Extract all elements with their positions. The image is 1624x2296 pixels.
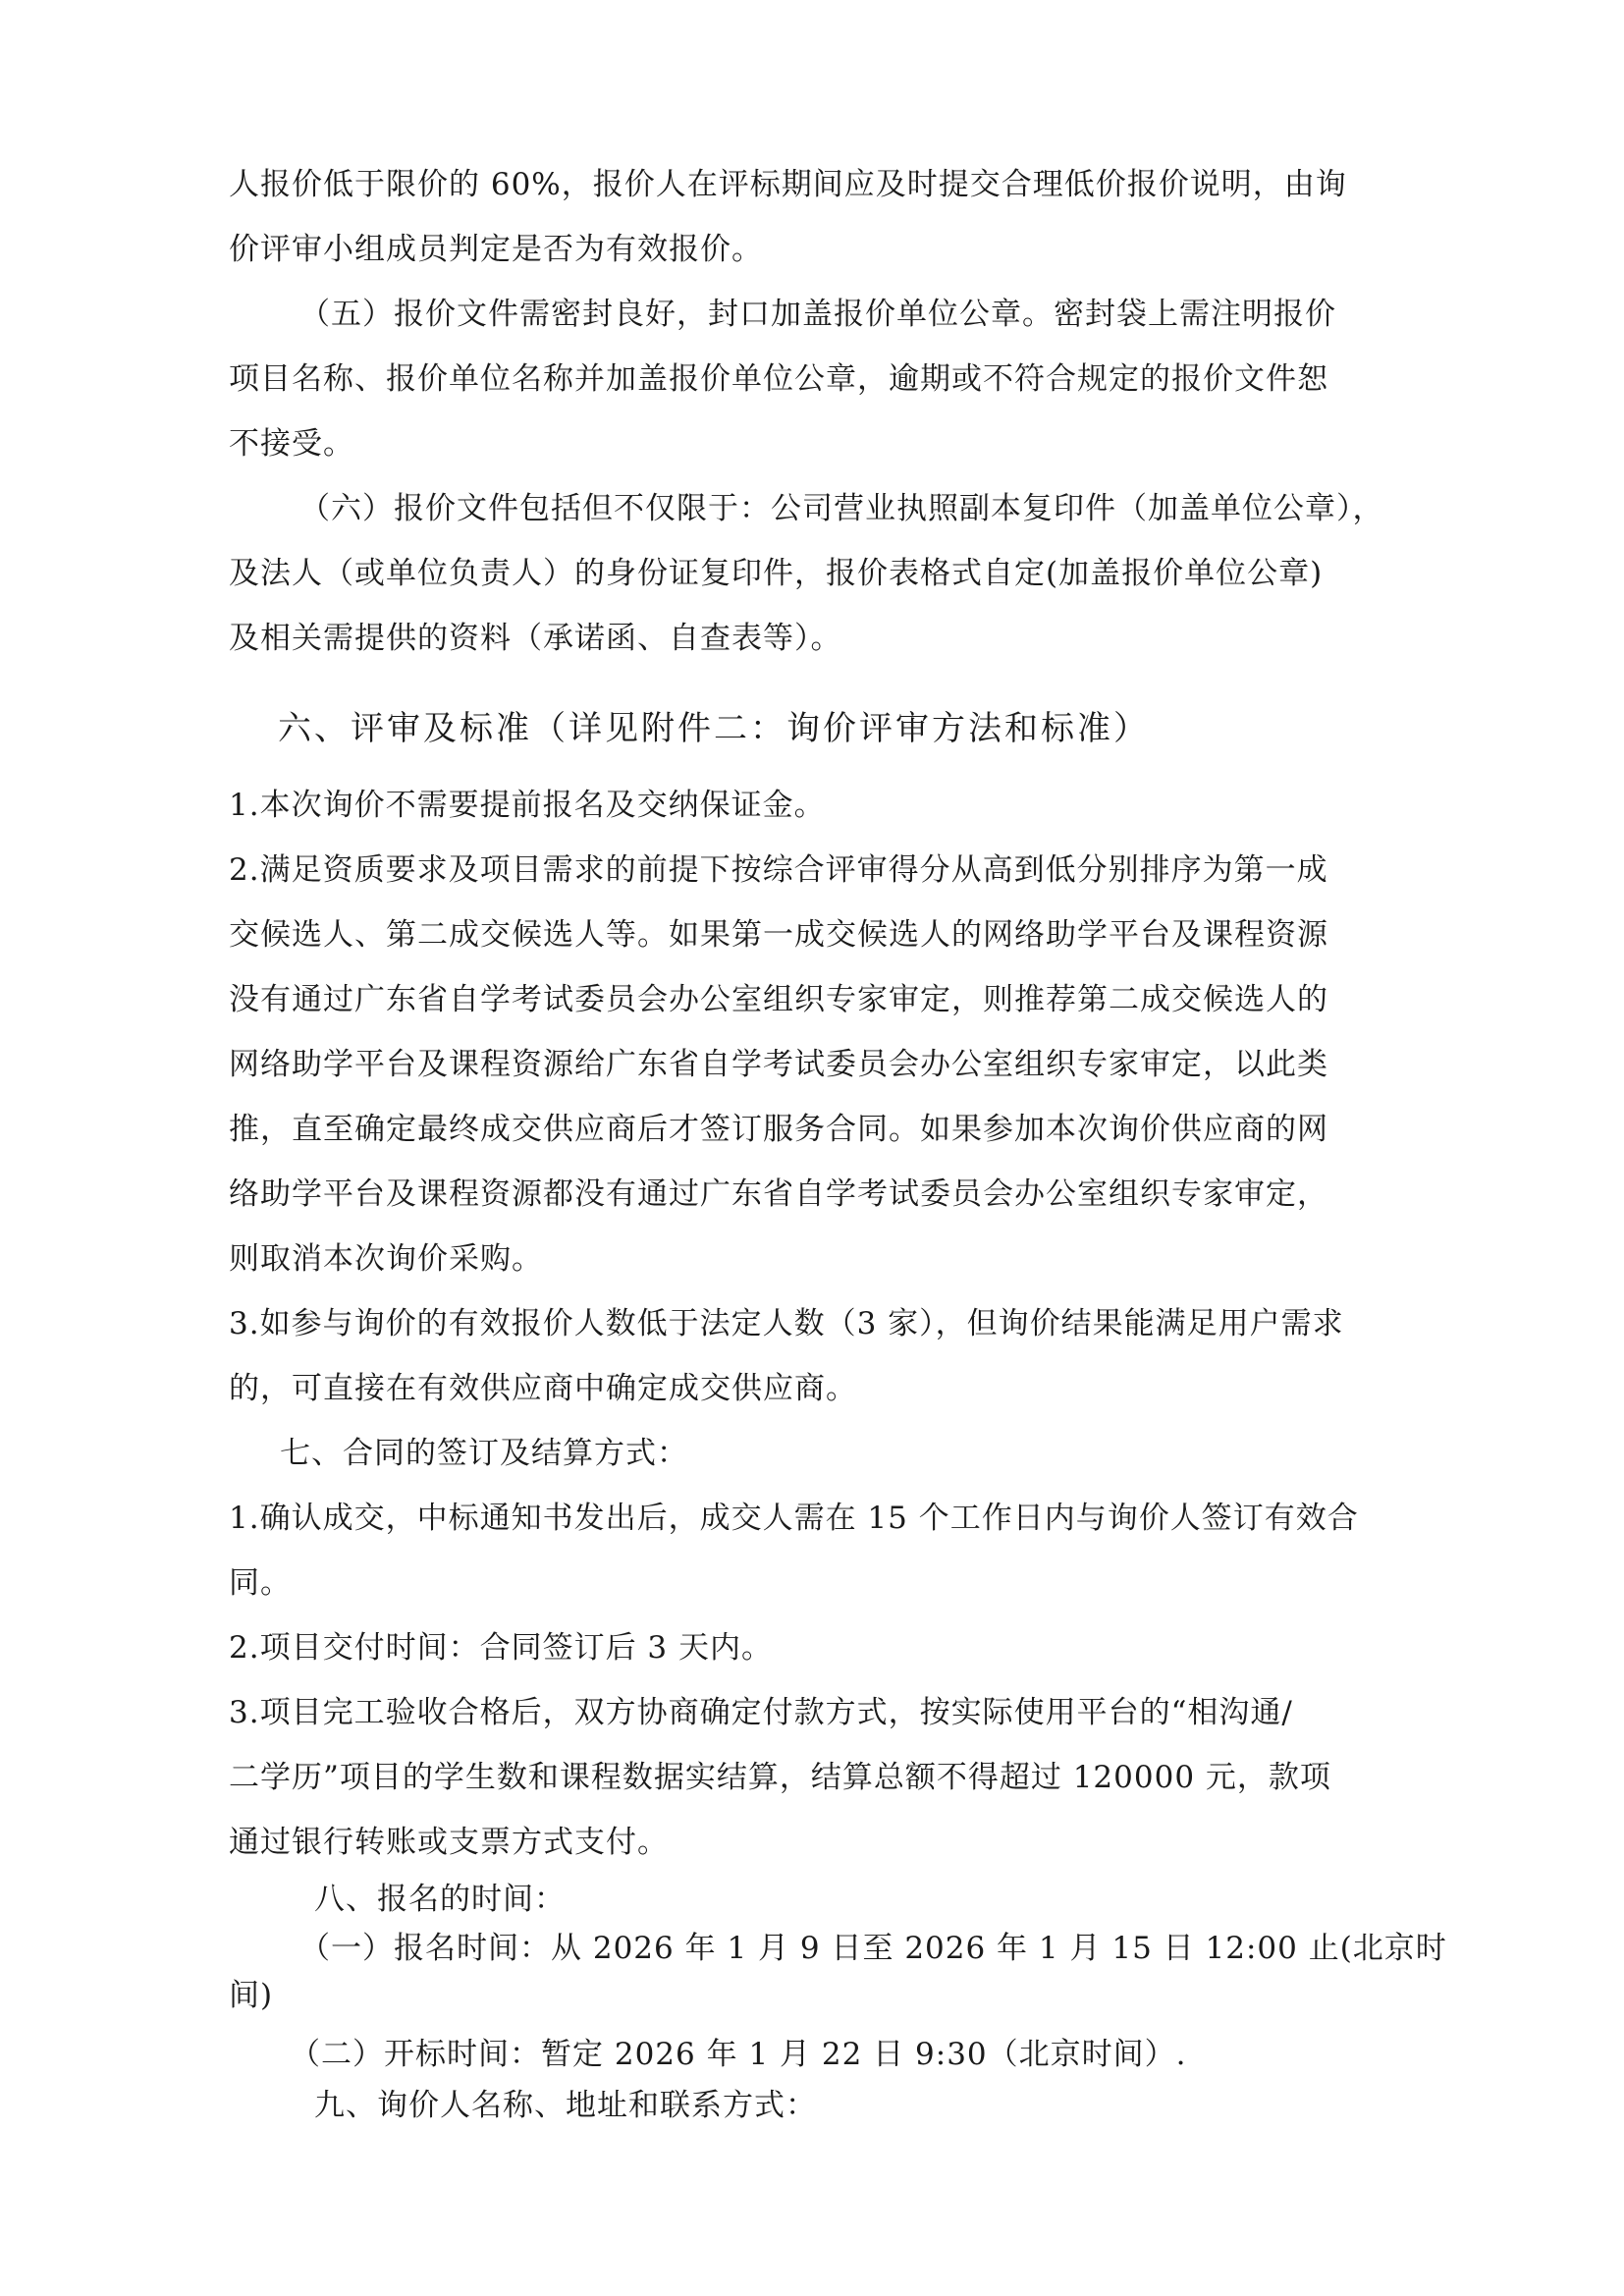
text-line: 人报价低于限价的 60%，报价人在评标期间应及时提交合理低价报价说明，由询: [229, 167, 1347, 202]
text-line: 不接受。: [229, 426, 354, 462]
text-line: （六）报价文件包括但不仅限于：公司营业执照副本复印件（加盖单位公章），: [299, 491, 1384, 526]
text-line: 1.确认成交，中标通知书发出后，成交人需在 15 个工作日内与询价人签订有效合: [229, 1501, 1359, 1536]
text-line: 网络助学平台及课程资源给广东省自学考试委员会办公室组织专家审定，以此类: [229, 1047, 1328, 1082]
section-heading: 八、报名的时间：: [314, 1882, 566, 1917]
text-line: 同。: [229, 1565, 292, 1601]
text-line: 1.本次询价不需要提前报名及交纳保证金。: [229, 788, 826, 823]
text-line: 通过银行转账或支票方式支付。: [229, 1825, 669, 1860]
section-heading: 六、评审及标准（详见附件二：询价评审方法和标准）: [278, 709, 1150, 748]
text-line: （一）报名时间：从 2026 年 1 月 9 日至 2026 年 1 月 15 日 12:00 止(北京时: [299, 1931, 1447, 1966]
section-heading: 九、询价人名称、地址和联系方式：: [314, 2088, 817, 2123]
text-line: 2.满足资质要求及项目需求的前提下按综合评审得分从高到低分别排序为第一成: [229, 852, 1328, 888]
text-line: 二学历”项目的学生数和课程数据实结算，结算总额不得超过 120000 元，款项: [229, 1760, 1331, 1795]
section-heading: 七、合同的签订及结算方式：: [280, 1436, 688, 1471]
text-line: 及法人（或单位负责人）的身份证复印件，报价表格式自定(加盖报价单位公章): [229, 556, 1324, 591]
text-line: 没有通过广东省自学考试委员会办公室组织专家审定，则推荐第二成交候选人的: [229, 982, 1328, 1017]
text-line: 及相关需提供的资料（承诺函、自查表等）。: [229, 621, 842, 656]
text-line: 2.项目交付时间：合同签订后 3 天内。: [229, 1630, 774, 1666]
text-line: 交候选人、第二成交候选人等。如果第一成交候选人的网络助学平台及课程资源: [229, 917, 1328, 953]
text-line: 的，可直接在有效供应商中确定成交供应商。: [229, 1371, 857, 1406]
text-line: 间): [229, 1978, 274, 2013]
text-line: 3.如参与询价的有效报价人数低于法定人数（3 家），但询价结果能满足用户需求: [229, 1306, 1344, 1341]
text-line: 推，直至确定最终成交供应商后才签订服务合同。如果参加本次询价供应商的网: [229, 1112, 1328, 1147]
text-line: （五）报价文件需密封良好，封口加盖报价单位公章。密封袋上需注明报价: [299, 297, 1336, 332]
text-line: 项目名称、报价单位名称并加盖报价单位公章，逾期或不符合规定的报价文件恕: [229, 361, 1328, 397]
text-line: （二）开标时间：暂定 2026 年 1 月 22 日 9:30（北京时间）.: [290, 2037, 1187, 2072]
text-line: 3.项目完工验收合格后，双方协商确定付款方式，按实际使用平台的“相沟通/: [229, 1695, 1293, 1730]
text-line: 络助学平台及课程资源都没有通过广东省自学考试委员会办公室组织专家审定，: [229, 1176, 1328, 1212]
text-line: 则取消本次询价采购。: [229, 1241, 543, 1277]
text-line: 价评审小组成员判定是否为有效报价。: [229, 232, 763, 267]
